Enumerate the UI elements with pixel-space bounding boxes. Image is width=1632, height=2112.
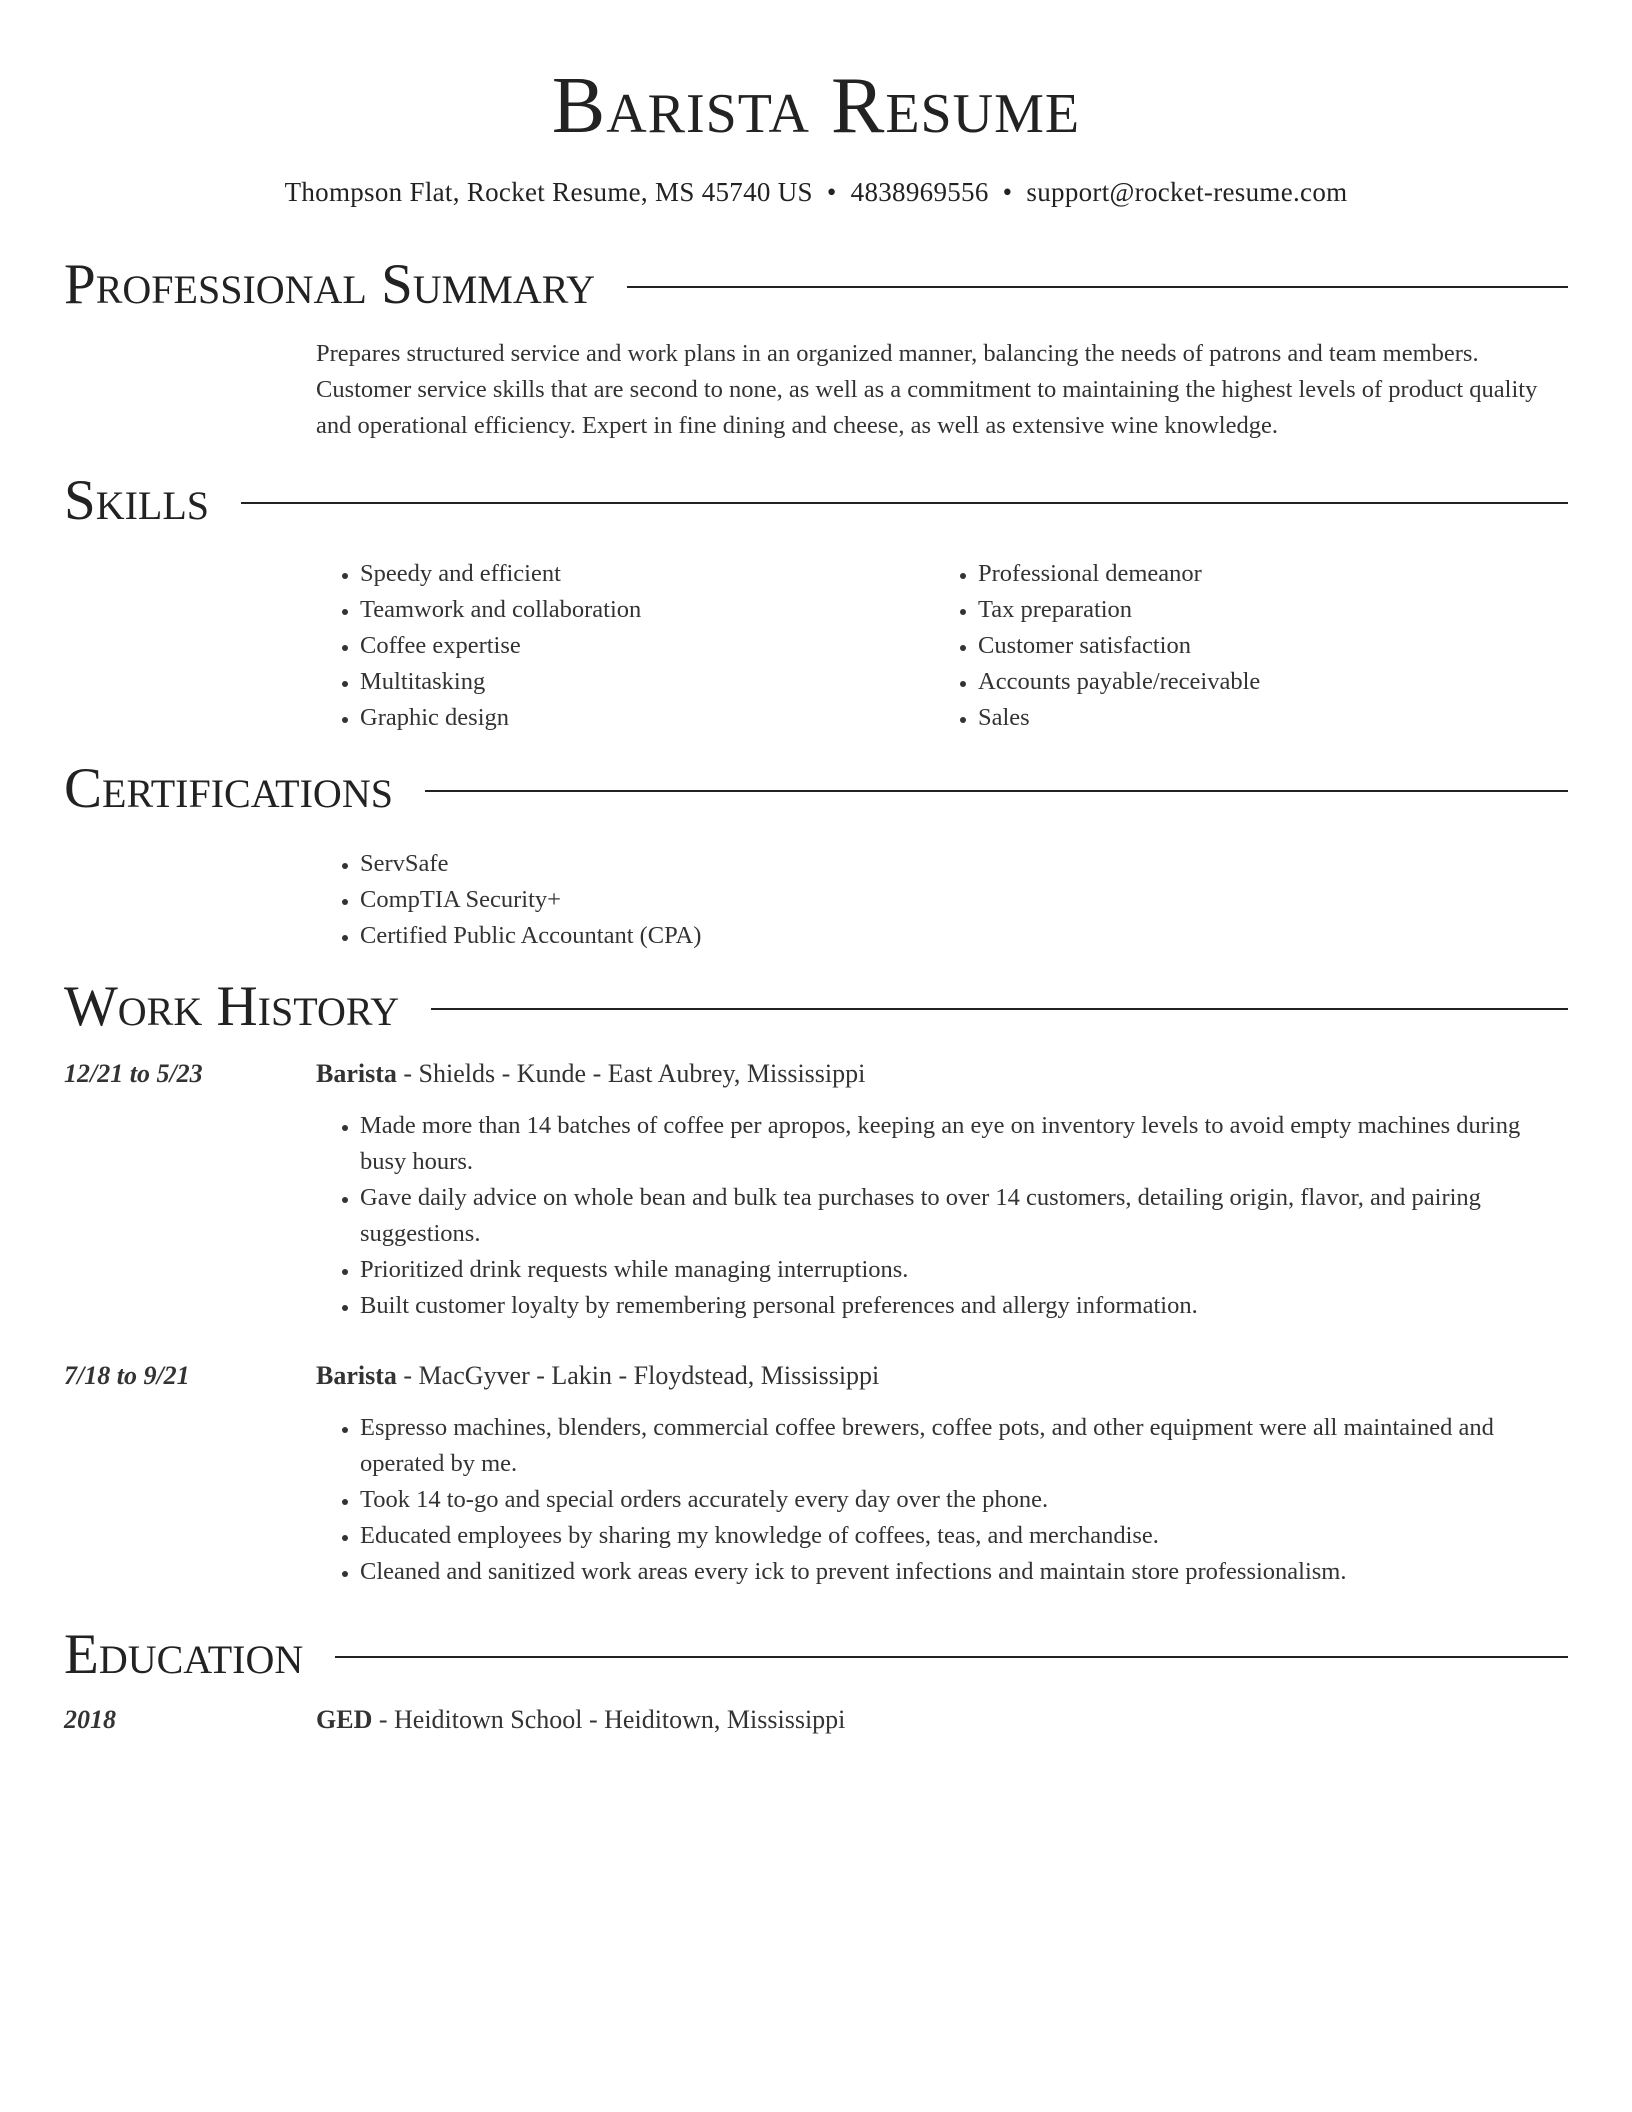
- section-header-summary: [64, 250, 1568, 320]
- section-header-skills: [64, 466, 1568, 536]
- skill-item: • Speedy and efficient: [360, 556, 916, 592]
- job-bullets: [316, 1108, 1572, 1324]
- job-dates: 7/18 to 9/21: [64, 1361, 190, 1390]
- section-header-work-history: [64, 972, 1568, 1042]
- skills-column-left: [316, 556, 916, 736]
- summary-text: Prepares structured service and work plans in an organized manner, balancing the needs of patrons and team members. Customer service skills that are second to none, as well as a commitment to maintaining the highest levels of product quality and operational efficiency. Expert in fine dining and cheese, as well as extensive wine knowledge.: [316, 340, 1538, 439]
- skill-item: • Professional demeanor: [978, 556, 1554, 592]
- section-divider: [425, 790, 1568, 792]
- job-bullet: • Cleaned and sanitized work areas every ick to prevent infections and maintain store professionalism.: [360, 1554, 1572, 1590]
- skill-item: • Multitasking: [360, 664, 916, 700]
- job-bullet: • Prioritized drink requests while managing interruptions.: [360, 1252, 1572, 1288]
- education-year: 2018: [64, 1705, 116, 1734]
- certification-item: • ServSafe: [360, 846, 1316, 882]
- job-bullet: • Took 14 to-go and special orders accurately every day over the phone.: [360, 1482, 1572, 1518]
- section-divider: [335, 1656, 1568, 1658]
- contact-line: [0, 174, 1632, 210]
- section-header-certifications: [64, 754, 1568, 824]
- section-title-summary: Professional Summary: [64, 253, 596, 316]
- section-title-certifications: Certifications: [64, 757, 393, 820]
- education-entry: [316, 1702, 1572, 1738]
- section-divider: [241, 502, 1568, 504]
- job-details: - Shields - Kunde - East Aubrey, Mississippi: [396, 1059, 866, 1088]
- section-header-education: [64, 1620, 1568, 1690]
- skills-column-right: [934, 556, 1554, 736]
- email: support@rocket-resume.com: [1026, 177, 1348, 207]
- job-bullets: [316, 1410, 1572, 1590]
- address: Thompson Flat, Rocket Resume, MS 45740 US: [284, 177, 813, 207]
- job-bullet: • Made more than 14 batches of coffee per apropos, keeping an eye on inventory levels to avoid empty machines during busy hours.: [360, 1108, 1572, 1180]
- section-divider: [431, 1008, 1568, 1010]
- job-details: - MacGyver - Lakin - Floydstead, Mississippi: [396, 1361, 880, 1390]
- job-bullet: • Educated employees by sharing my knowledge of coffees, teas, and merchandise.: [360, 1518, 1572, 1554]
- separator-dot: •: [1002, 177, 1013, 207]
- resume-title: Barista Resume: [551, 62, 1081, 150]
- skill-item: • Teamwork and collaboration: [360, 592, 916, 628]
- job-title: [316, 1056, 1572, 1092]
- job-bullet: • Espresso machines, blenders, commercial coffee brewers, coffee pots, and other equipment were all maintained and operated by me.: [360, 1410, 1572, 1482]
- job-bullet: • Gave daily advice on whole bean and bulk tea purchases to over 14 customers, detailing origin, flavor, and pairing suggestions.: [360, 1180, 1572, 1252]
- job-role: Barista: [316, 1361, 397, 1390]
- skill-item: • Graphic design: [360, 700, 916, 736]
- skill-item: • Coffee expertise: [360, 628, 916, 664]
- job-role: Barista: [316, 1059, 397, 1088]
- section-title-work-history: Work History: [64, 975, 400, 1038]
- job-dates: 12/21 to 5/23: [64, 1059, 203, 1088]
- job-title: [316, 1358, 1572, 1394]
- skill-item: • Accounts payable/receivable: [978, 664, 1554, 700]
- phone: 4838969556: [850, 177, 989, 207]
- section-divider: [627, 286, 1568, 288]
- skill-item: • Sales: [978, 700, 1554, 736]
- education-degree: GED: [316, 1705, 373, 1734]
- section-title-education: Education: [64, 1623, 304, 1686]
- skill-item: • Tax preparation: [978, 592, 1554, 628]
- education-details: - Heiditown School - Heiditown, Mississippi: [372, 1705, 846, 1734]
- job-bullet: • Built customer loyalty by remembering personal preferences and allergy information.: [360, 1288, 1572, 1324]
- certification-item: • Certified Public Accountant (CPA): [360, 918, 1316, 954]
- separator-dot: •: [826, 177, 837, 207]
- certification-item: • CompTIA Security+: [360, 882, 1316, 918]
- certifications-list: [316, 846, 1316, 954]
- section-title-skills: Skills: [64, 469, 210, 532]
- skill-item: • Customer satisfaction: [978, 628, 1554, 664]
